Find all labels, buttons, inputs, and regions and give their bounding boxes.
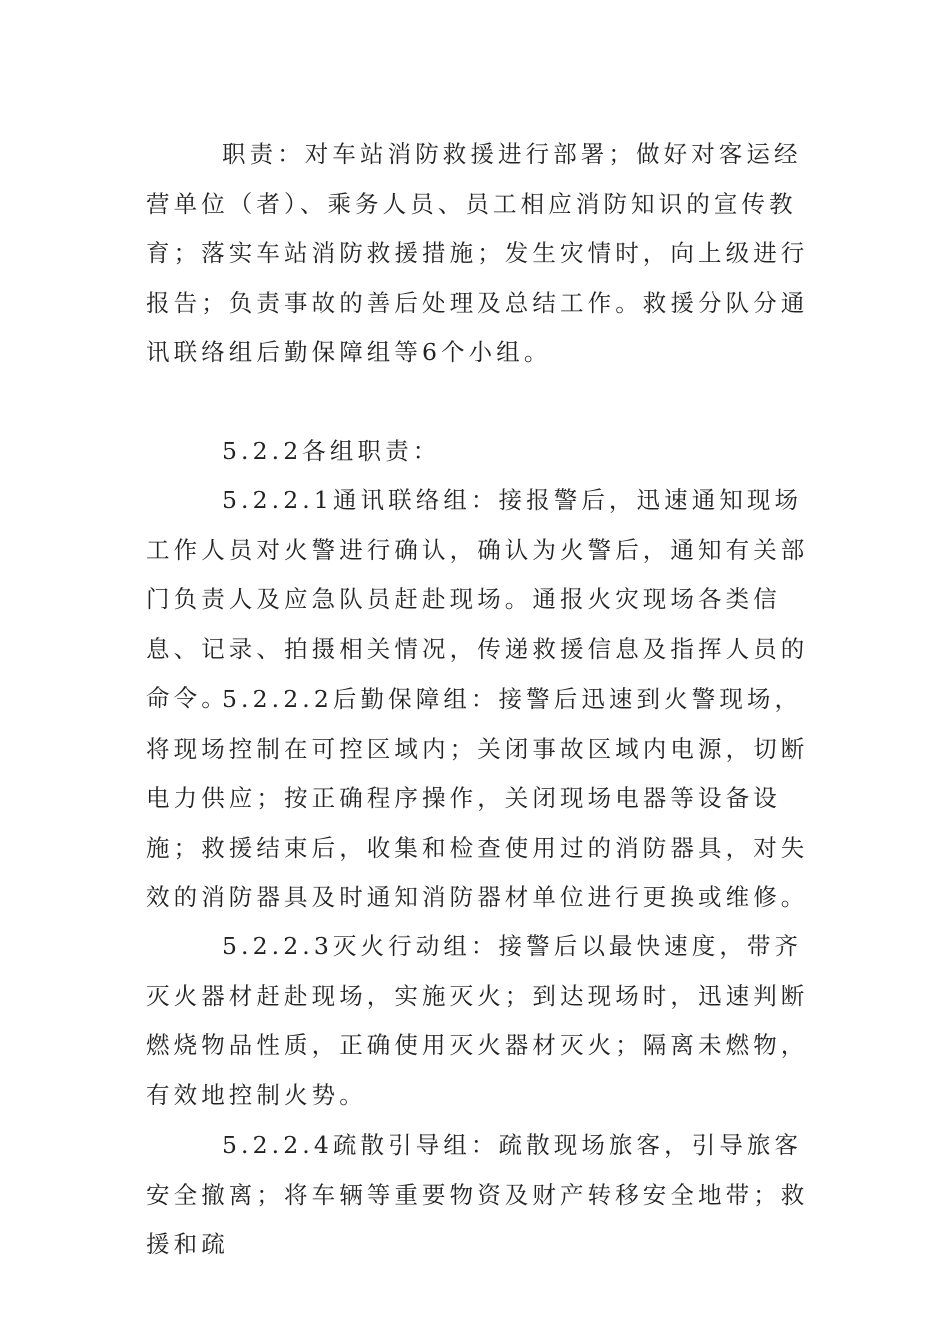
paragraph-5-2-2-1: 5.2.2.1通讯联络组：接报警后，迅速通知现场工作人员对火警进行确认，确认为火警后，通知有关部门负责人及应急队员赶赴现场。通报火灾现场各类信息、记录、拍摄相关情况，传递救援信息及指挥人员的命令。 xyxy=(146,486,809,712)
paragraph-5-2-2-4: 5.2.2.4疏散引导组：疏散现场旅客，引导旅客安全撤离；将车辆等重要物资及财产转移安全地带；救援和疏 xyxy=(146,1131,809,1258)
paragraph-5-2-2-2: 5.2.2.2后勤保障组：接警后迅速到火警现场，将现场控制在可控区域内；关闭事故区域内电源，切断电力供应；按正确程序操作，关闭现场电器等设备设施；救援结束后，收集和检查使用过的消防器具，对失效的消防器具及时通知消防器材单位进行更换或维修。 xyxy=(146,685,809,911)
paragraph-5-2-2-3: 5.2.2.3灭火行动组：接警后以最快速度，带齐灭火器材赶赴现场，实施灭火；到达现场时，迅速判断燃烧物品性质，正确使用灭火器材灭火；隔离未燃物，有效地控制火势。 xyxy=(146,932,809,1109)
section-heading-5-2-2: 5.2.2各组职责： xyxy=(222,437,441,465)
duty-paragraph: 职责：对车站消防救援进行部署；做好对客运经营单位（者）、乘务人员、员工相应消防知识的宣传教育；落实车站消防救援措施；发生灾情时，向上级进行报告；负责事故的善后处理及总结工作。救援分队分通讯联络组后勤保障组等6个小组。 xyxy=(146,140,809,366)
